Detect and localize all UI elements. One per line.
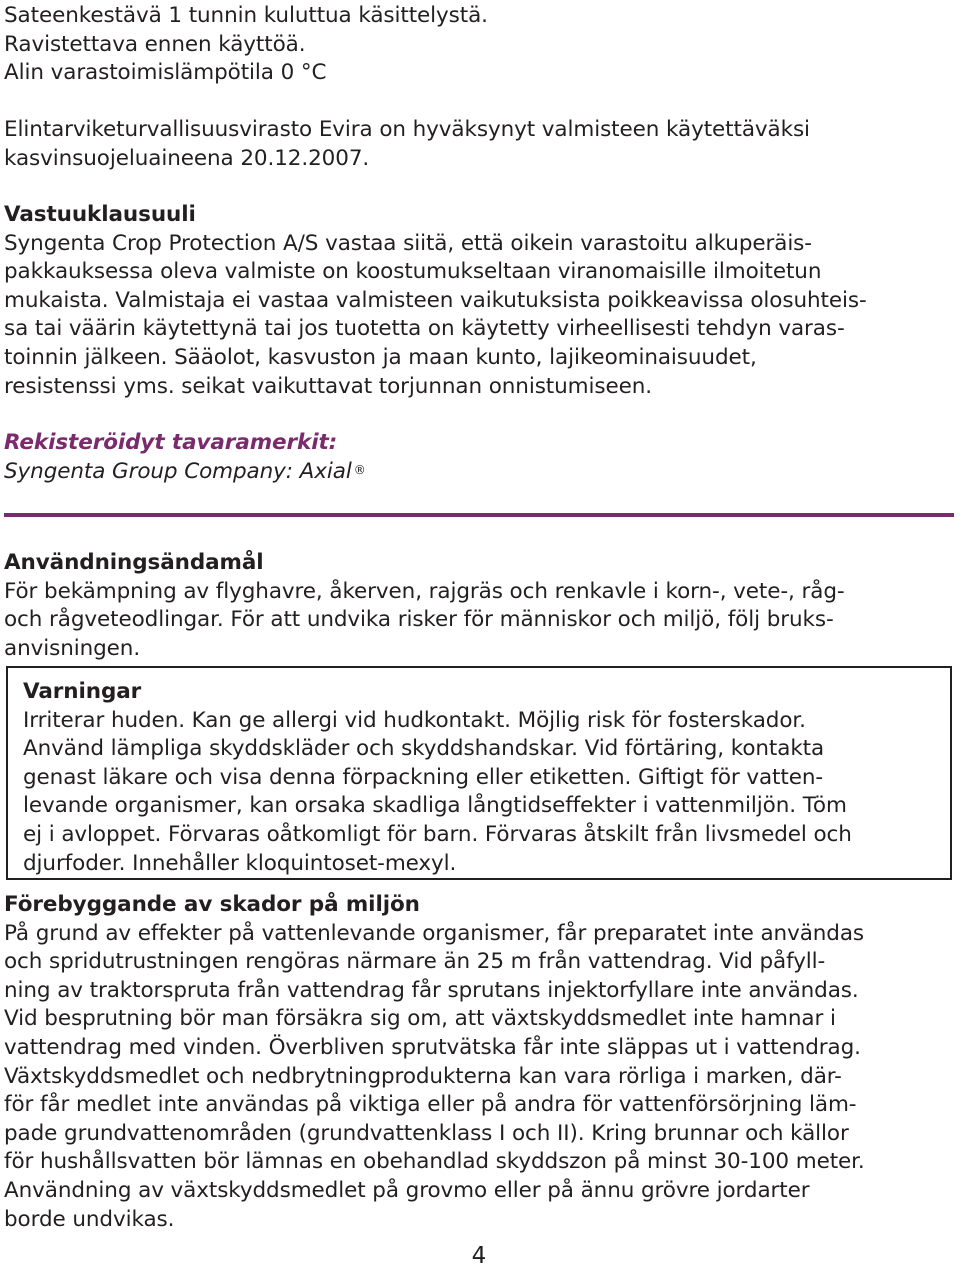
environment-line: Vid besprutning bör man försäkra sig om, att växtskyddsmedlet inte hamnar i xyxy=(4,1006,836,1032)
trademarks-line xyxy=(4,458,366,487)
storage-line: Alin varastoimislämpötila 0 °C xyxy=(4,60,327,86)
registered-mark: ® xyxy=(353,462,366,477)
environment-line: Växtskyddsmedlet och nedbrytningprodukterna kan vara rörliga i marken, där- xyxy=(4,1063,842,1089)
trademarks-section xyxy=(4,429,366,486)
warnings-line: genast läkare och visa denna förpackning eller etiketten. Giftigt för vatten- xyxy=(23,764,824,790)
environment-section xyxy=(4,891,865,1234)
purpose-line: och rågveteodlingar. För att undvika risker för människor och miljö, följ bruks- xyxy=(4,607,834,633)
approval-line: Elintarviketurvallisuusvirasto Evira on hyväksynyt valmisteen käytettäväksi xyxy=(4,117,810,142)
environment-line: vattendrag med vinden. Överbliven sprutvätska får inte släppas ut i vattendrag. xyxy=(4,1034,861,1060)
purpose-section xyxy=(4,549,845,663)
warnings-box xyxy=(6,666,952,880)
liability-line: toinnin jälkeen. Sääolot, kasvuston ja maan kunto, lajikeominaisuudet, xyxy=(4,344,757,370)
liability-line: mukaista. Valmistaja ei vastaa valmisteen vaikutuksista poikkeavissa olosuhteis- xyxy=(4,287,867,313)
warnings-line: djurfoder. Innehåller kloquintoset-mexyl. xyxy=(23,850,457,876)
liability-line: Syngenta Crop Protection A/S vastaa siitä, että oikein varastoitu alkuperäis- xyxy=(4,230,812,256)
storage-line: Ravistettava ennen käyttöä. xyxy=(4,31,306,57)
approval-line: kasvinsuojeluaineena 20.12.2007. xyxy=(4,145,370,171)
environment-line: för hushållsvatten bör lämnas en obehandlad skyddszon på minst 30-100 meter. xyxy=(4,1149,865,1175)
storage-instructions xyxy=(4,2,488,88)
warnings-line: Använd lämpliga skyddskläder och skyddshandskar. Vid förtäring, kontakta xyxy=(23,736,825,762)
liability-section xyxy=(4,201,867,401)
section-divider xyxy=(4,513,954,517)
trademarks-text: Syngenta Group Company: Axial xyxy=(4,458,352,484)
environment-line: och spridutrustningen rengöras närmare än 25 m från vattendrag. Vid påfyll- xyxy=(4,949,826,975)
page-number: 4 xyxy=(471,1243,487,1269)
liability-line: resistenssi yms. seikat vaikuttavat torjunnan onnistumiseen. xyxy=(4,373,652,399)
storage-line: Sateenkestävä 1 tunnin kuluttua käsittelystä. xyxy=(4,3,488,28)
purpose-line: anvisningen. xyxy=(4,635,141,661)
purpose-line: För bekämpning av flyghavre, åkerven, rajgräs och renkavle i korn-, vete-, råg- xyxy=(4,578,845,604)
environment-line: för får medlet inte användas på viktiga eller på andra för vattenförsörjning läm- xyxy=(4,1092,857,1118)
purpose-heading: Användningsändamål xyxy=(4,550,264,575)
environment-line: Användning av växtskyddsmedlet på grovmo eller på ännu grövre jordarter xyxy=(4,1177,810,1203)
liability-line: sa tai väärin käytettynä tai jos tuotetta on käytetty virheellisesti tehdyn varas- xyxy=(4,316,845,342)
warnings-heading: Varningar xyxy=(23,679,142,704)
environment-line: ning av traktorspruta från vattendrag får sprutans injektorfyllare inte användas. xyxy=(4,977,859,1003)
environment-line: pade grundvattenområden (grundvattenklass I och II). Kring brunnar och källor xyxy=(4,1120,849,1146)
liability-heading: Vastuuklausuuli xyxy=(4,202,196,227)
environment-line: borde undvikas. xyxy=(4,1206,175,1232)
approval-statement xyxy=(4,116,810,173)
trademarks-heading: Rekisteröidyt tavaramerkit: xyxy=(4,430,338,455)
liability-line: pakkauksessa oleva valmiste on koostumukseltaan viranomaisille ilmoitetun xyxy=(4,259,822,285)
warnings-line: ej i avloppet. Förvaras oåtkomligt för barn. Förvaras åtskilt från livsmedel och xyxy=(23,821,852,847)
environment-line: På grund av effekter på vattenlevande organismer, får preparatet inte användas xyxy=(4,920,865,946)
warnings-line: levande organismer, kan orsaka skadliga långtidseffekter i vattenmiljön. Töm xyxy=(23,793,847,819)
environment-heading: Förebyggande av skador på miljön xyxy=(4,892,420,917)
warnings-line: Irriterar huden. Kan ge allergi vid hudkontakt. Möjlig risk för fosterskador. xyxy=(23,707,806,733)
